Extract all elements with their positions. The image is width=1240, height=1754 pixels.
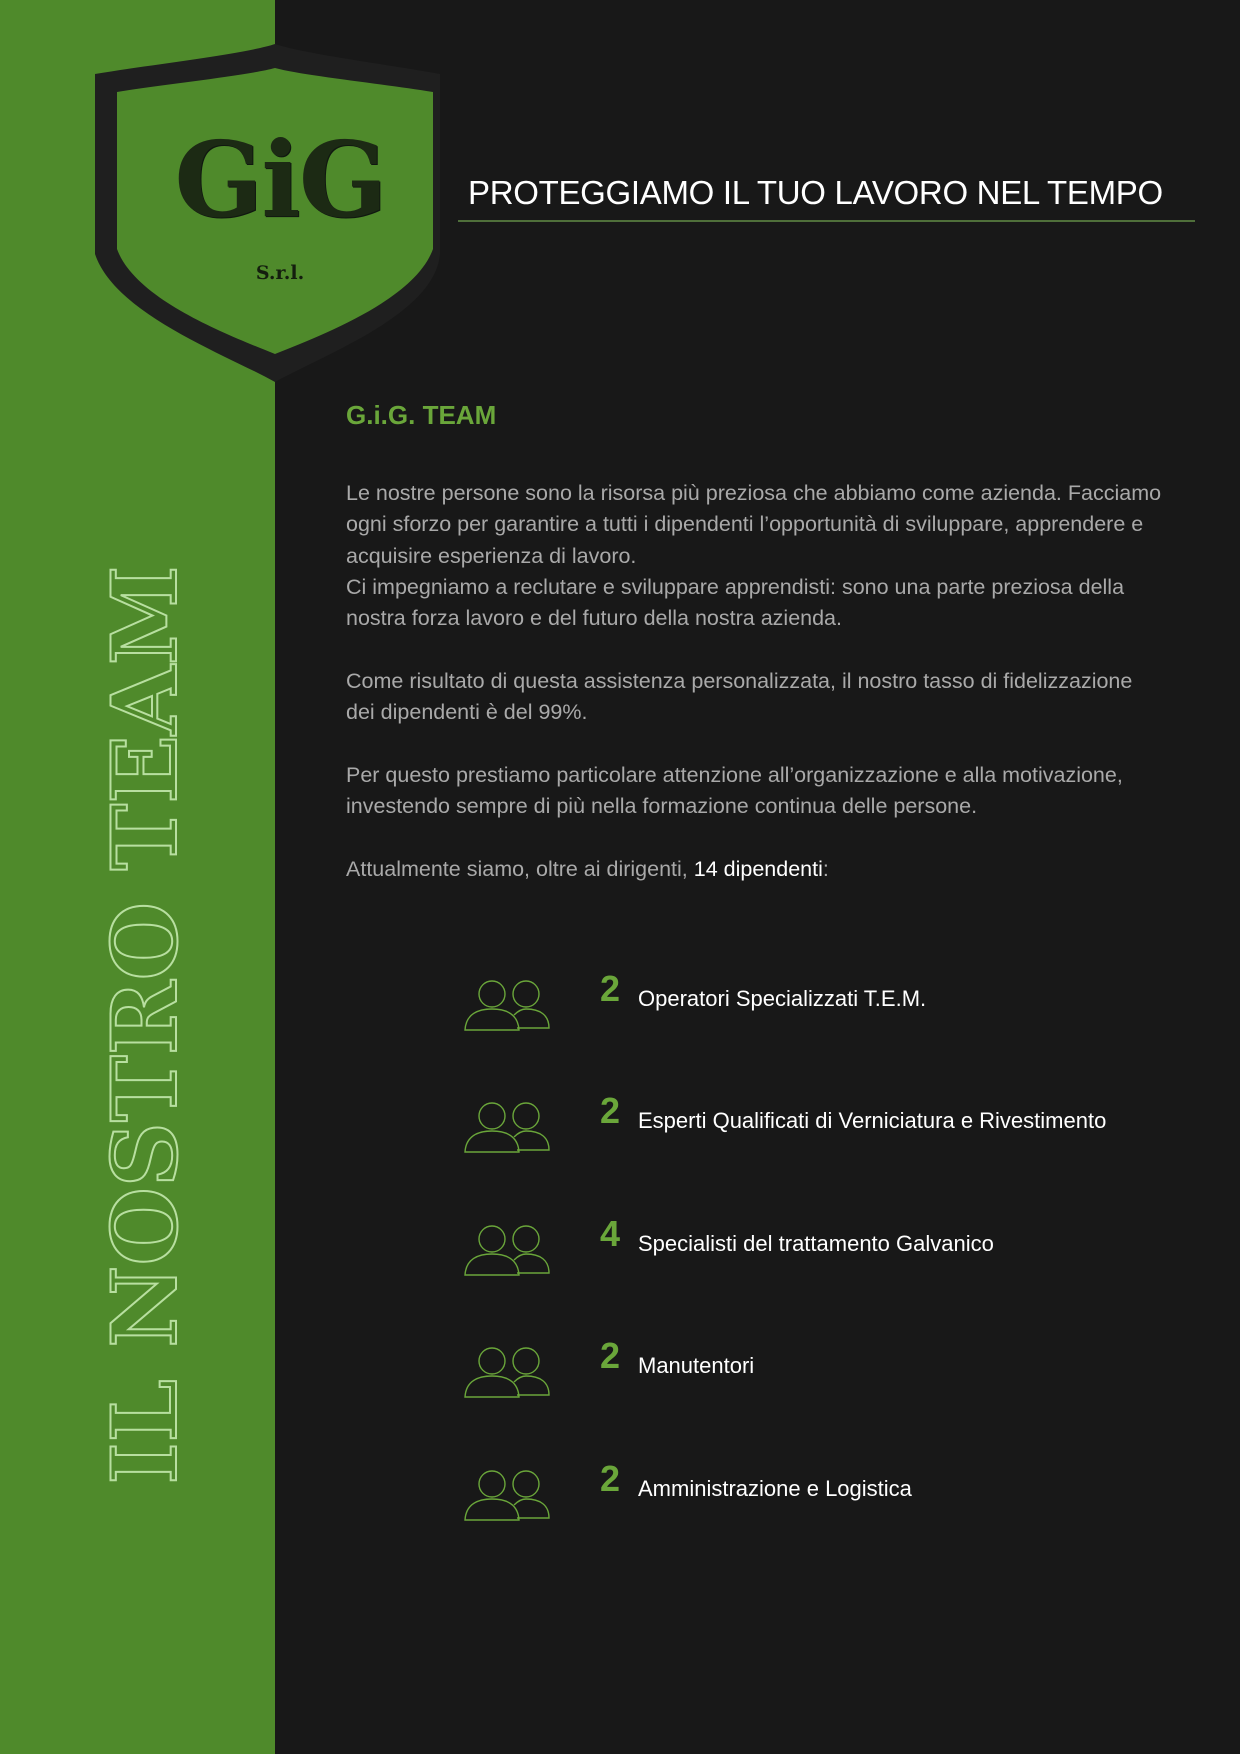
paragraph-intro-b: Ci impegniamo a reclutare e sviluppare apprendisti: sono una parte preziosa della nostra forza lavoro e del futuro della nostra azienda. [346, 574, 1125, 631]
people-icon [464, 1468, 550, 1522]
people-icon [464, 1100, 550, 1154]
paragraph-training: Per questo prestiamo particolare attenzione all’organizzazione e alla motivazione, investendo sempre di più nella formazione continua delle persone. [346, 762, 1123, 818]
section-title: G.i.G. TEAM [346, 400, 497, 430]
team-role: Operatori Specializzati T.E.M. [638, 986, 927, 1011]
team-role: Amministrazione e Logistica [638, 1476, 912, 1501]
logo-subtitle: S.r.l. [255, 262, 305, 284]
paragraph-intro [346, 478, 1166, 634]
headcount-suffix: : [822, 856, 829, 881]
team-role: Esperti Qualificati di Verniciatura e Rivestimento [638, 1108, 1107, 1133]
team-role: Manutentori [638, 1353, 755, 1378]
logo-wordmark: GiG [174, 118, 386, 241]
people-icon [464, 1223, 550, 1277]
team-role: Specialisti del trattamento Galvanico [638, 1231, 994, 1256]
people-icon [464, 1345, 550, 1399]
people-icon [464, 978, 550, 1032]
team-count: 2 [600, 1458, 621, 1499]
paragraph-retention: Come risultato di questa assistenza personalizzata, il nostro tasso di fidelizzazione dei dipendenti è del 99%. [346, 668, 1133, 725]
header-divider [458, 220, 1195, 222]
team-count: 4 [600, 1213, 621, 1254]
team-count: 2 [600, 968, 621, 1009]
team-count: 2 [600, 1335, 621, 1376]
header-slogan: PROTEGGIAMO IL TUO LAVORO NEL TEMPO [468, 174, 1163, 211]
body-text [346, 478, 1166, 916]
paragraph-headcount [346, 854, 1166, 885]
team-count: 2 [600, 1090, 621, 1131]
vertical-section-title: IL NOSTRO TEAM [92, 565, 198, 1485]
paragraph-intro-a: Le nostre persone sono la risorsa più preziosa che abbiamo come azienda. Facciamo ogni sforzo per garantire a tutti i dipendenti l’opportunità di sviluppare, apprendere e acquisire esperienza di lavoro. [346, 481, 1162, 568]
headcount-highlight: 14 dipendenti [693, 856, 823, 881]
headcount-prefix: Attualmente siamo, oltre ai dirigenti, [346, 856, 694, 881]
